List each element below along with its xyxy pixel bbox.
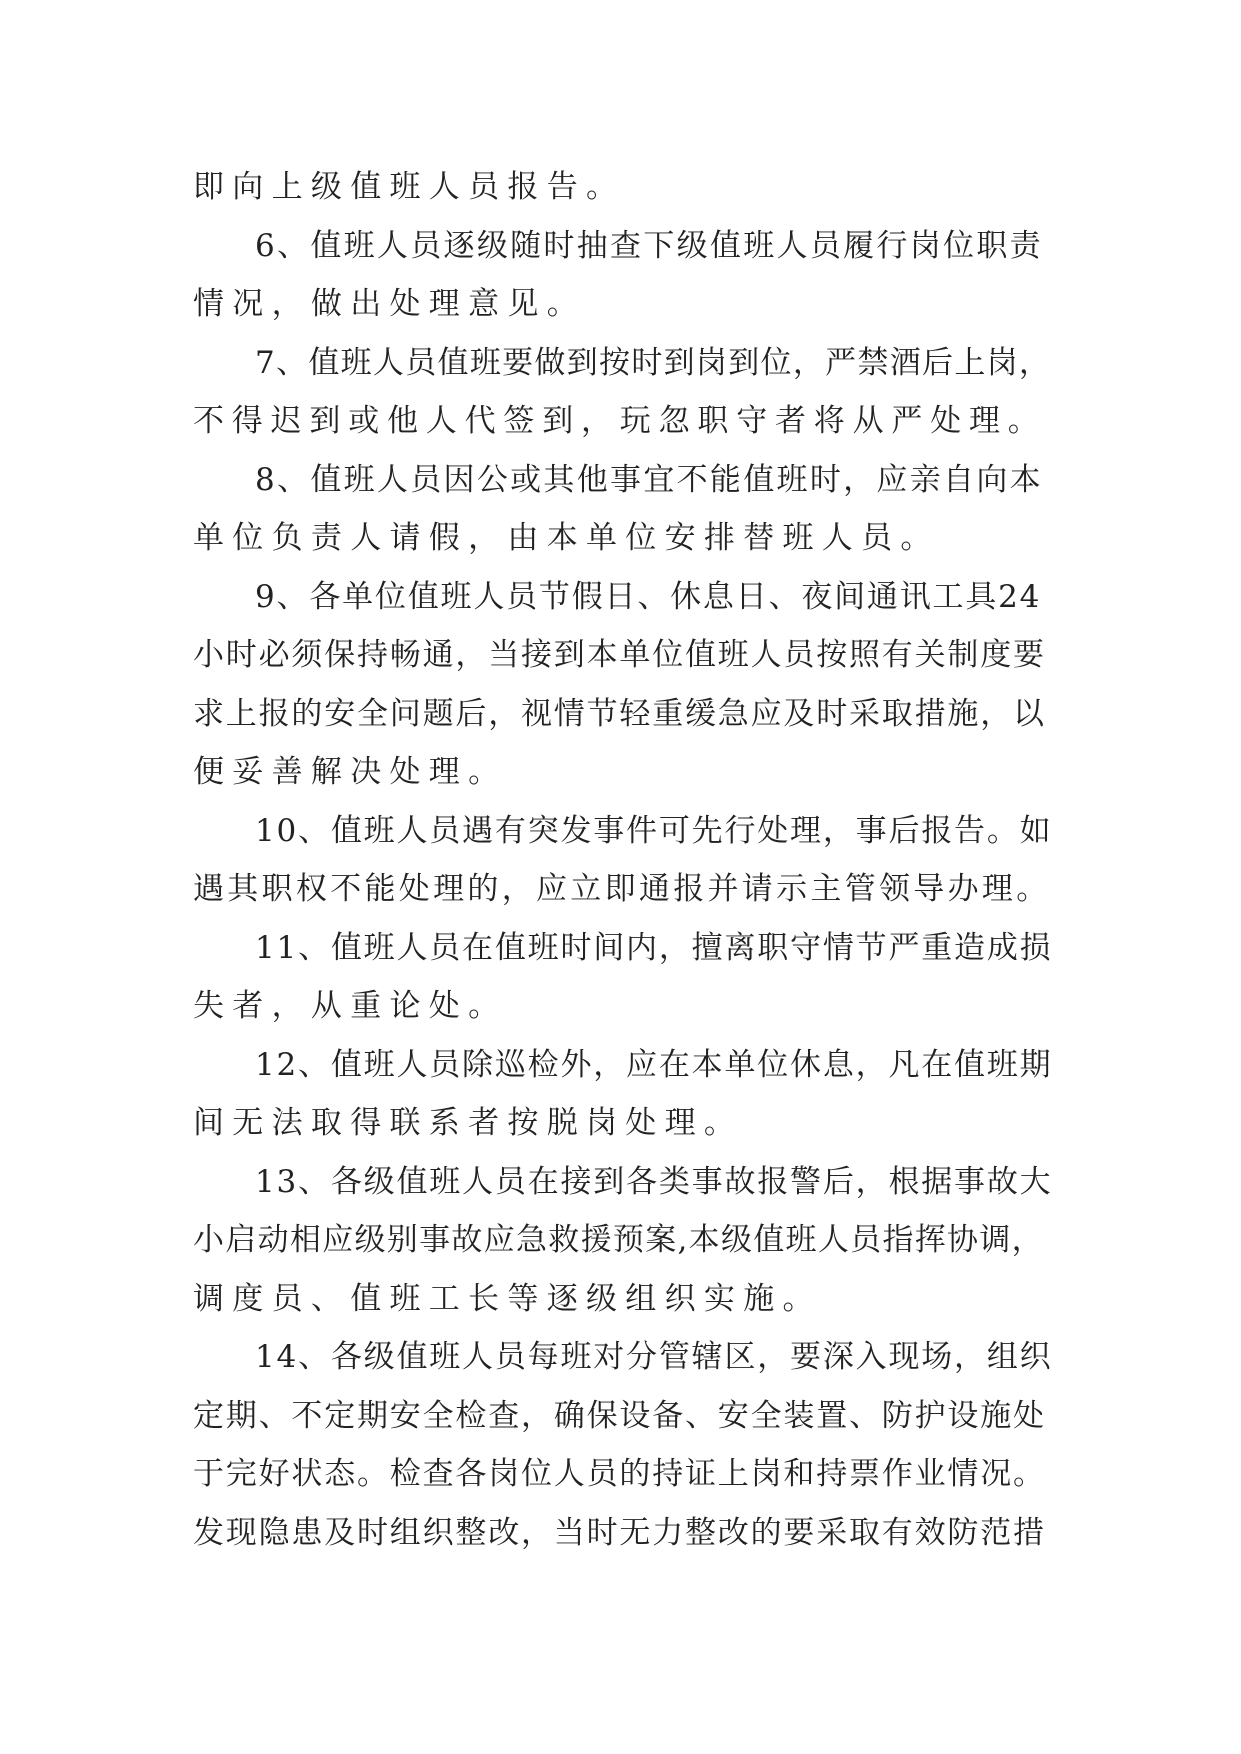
text-line: 发现隐患及时组织整改，当时无力整改的要采取有效防范措 <box>193 1514 1046 1551</box>
text-line: 13、各级值班人员在接到各类事故报警后，根据事故大 <box>255 1163 1053 1200</box>
text-line: 失者，从重论处。 <box>193 988 508 1024</box>
text-line: 14、各级值班人员每班对分管辖区，要深入现场，组织 <box>255 1339 1053 1375</box>
text-line: 调度员、值班工长等逐级组织实施。 <box>193 1280 822 1317</box>
text-line: 间无法取得联系者按脱岗处理。 <box>193 1105 744 1141</box>
text-line: 便妥善解决处理。 <box>193 754 508 790</box>
text-line: 小时必须保持畅通，当接到本单位值班人员按照有关制度要 <box>193 637 1046 673</box>
text-line: 8、值班人员因公或其他事宜不能值班时，应亲自向本 <box>255 461 1043 498</box>
text-line: 6、值班人员逐级随时抽查下级值班人员履行岗位职责 <box>255 227 1043 264</box>
text-line: 9、各单位值班人员节假日、休息日、夜间通讯工具24 <box>255 578 1042 615</box>
text-line: 不得迟到或他人代签到，玩忽职守者将从严处理。 <box>193 403 1047 439</box>
text-line: 12、值班人员除巡检外，应在本单位休息，凡在值班期 <box>255 1046 1053 1083</box>
text-line: 11、值班人员在值班时间内，擅离职守情节严重造成损 <box>255 929 1053 966</box>
text-line: 定期、不定期安全检查，确保设备、安全装置、防护设施处 <box>193 1397 1046 1434</box>
text-line: 小启动相应级别事故应急救援预案,本级值班人员指挥协调， <box>193 1222 1044 1258</box>
text-line: 单位负责人请假，由本单位安排替班人员。 <box>193 520 940 556</box>
text-line: 即向上级值班人员报告。 <box>193 169 626 205</box>
text-line: 7、值班人员值班要做到按时到岗到位，严禁酒后上岗， <box>255 344 1052 381</box>
text-line: 10、值班人员遇有突发事件可先行处理，事后报告。如 <box>255 812 1053 849</box>
text-line: 求上报的安全问题后，视情节轻重缓急应及时采取措施，以 <box>193 695 1046 732</box>
text-line: 于完好状态。检查各岗位人员的持证上岗和持票作业情况。 <box>193 1456 1046 1492</box>
text-line: 情况，做出处理意见。 <box>193 286 586 322</box>
document-body <box>193 158 1053 1562</box>
text-line: 遇其职权不能处理的，应立即通报并请示主管领导办理。 <box>193 871 1051 907</box>
